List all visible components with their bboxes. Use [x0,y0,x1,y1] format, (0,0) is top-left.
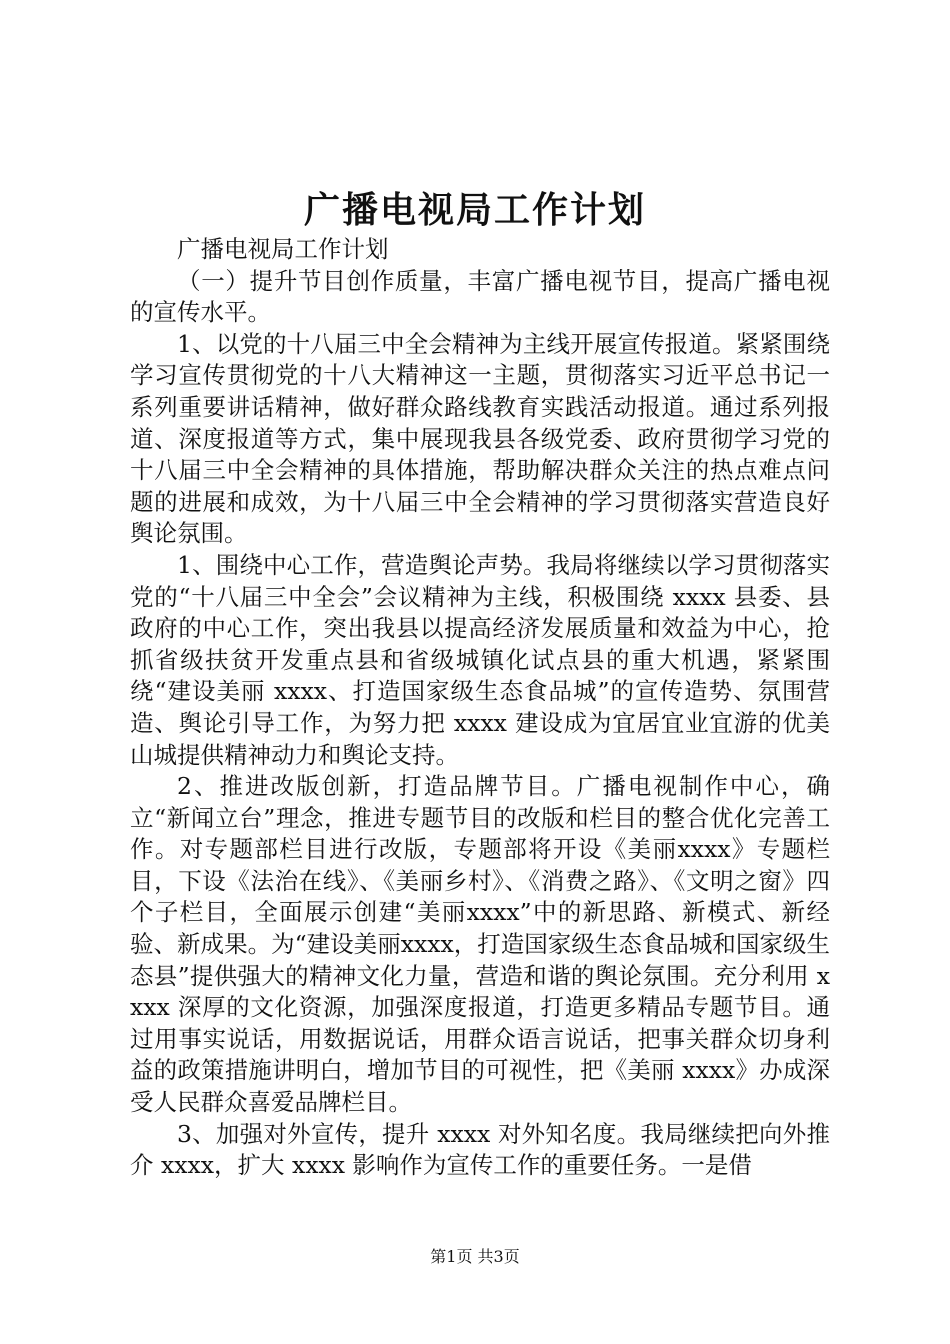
paragraph-item-1b: 1、围绕中心工作，营造舆论声势。我局将继续以学习贯彻落实党的“十八届三中全会”会议精神为主线，积极围绕 xxxx 县委、县政府的中心工作，突出我县以提高经济发展质量和效益为中心，抢抓省级扶贫开发重点县和省级城镇化试点县的重大机遇，紧紧围绕“建设美丽 xxxx、打造国家级生态食品城”的宣传造势、氛围营造、舆论引导工作，为努力把 xxxx 建设成为宜居宜业宜游的优美山城提供精神动力和舆论支持。 [130,550,830,769]
paragraph-item-3: 3、加强对外宣传，提升 xxxx 对外知名度。我局继续把向外推介 xxxx，扩大 xxxx 影响作为宣传工作的重要任务。一是借 [130,1119,830,1180]
document-title: 广播电视局工作计划 [303,189,646,231]
paragraph-item-2: 2、推进改版创新，打造品牌节目。广播电视制作中心，确立“新闻立台”理念，推进专题节目的改版和栏目的整合优化完善工作。对专题部栏目进行改版，专题部将开设《美丽xxxx》专题栏目，下设《法治在线》、《美丽乡村》、《消费之路》、《文明之窗》四个子栏目，全面展示创建“美丽xxxx”中的新思路、新模式、新经验、新成果。为“建设美丽xxxx，打造国家级生态食品城和国家级生态县”提供强大的精神文化力量，营造和谐的舆论氛围。充分利用 xxxx 深厚的文化资源，加强深度报道，打造更多精品专题节目。通过用事实说话，用数据说话，用群众语言说话，把事关群众切身利益的政策措施讲明白，增加节目的可视性，把《美丽 xxxx》办成深受人民群众喜爱品牌栏目。 [130,772,830,1117]
paragraph-heading: 广播电视局工作计划 [177,235,389,263]
page-footer: 第1页 共3页 [430,1247,520,1266]
document-body [130,234,830,1182]
paragraph-section-one: （一）提升节目创作质量，丰富广播电视节目，提高广播电视的宣传水平。 [130,266,830,327]
paragraph-item-1a: 1、以党的十八届三中全会精神为主线开展宣传报道。紧紧围绕学习宣传贯彻党的十八大精神这一主题，贯彻落实习近平总书记一系列重要讲话精神，做好群众路线教育实践活动报道。通过系列报道、深度报道等方式，集中展现我县各级党委、政府贯彻学习党的十八届三中全会精神的具体措施，帮助解决群众关注的热点难点问题的进展和成效，为十八届三中全会精神的学习贯彻落实营造良好舆论氛围。 [130,329,830,548]
